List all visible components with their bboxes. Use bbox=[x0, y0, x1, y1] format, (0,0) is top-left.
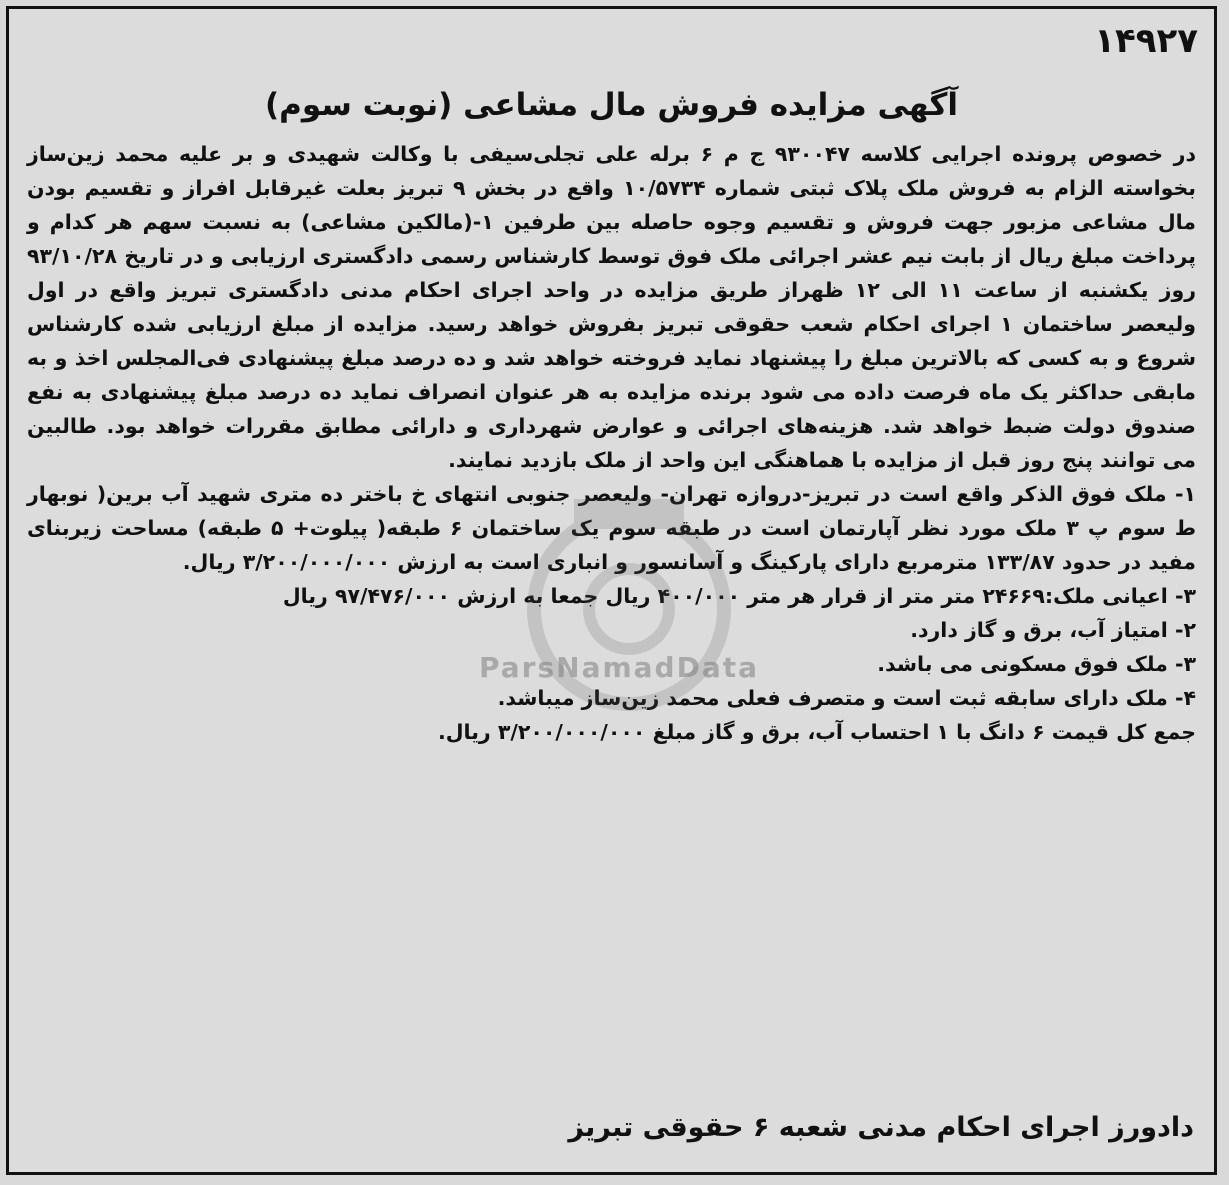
list-item: ۳- ملک فوق مسکونی می باشد. bbox=[877, 652, 1196, 676]
list-item: ۱- ملک فوق الذکر واقع است در تبریز-دروازه تهران- ولیعصر جنوبی انتهای خ باختر ده متری شهید آب برین( نوبهار ط سوم پ ۳ ملک مورد نظر آپارتمان است در طبقه سوم یک ساختمان ۶ طبقه( پیلوت+ ۵ طبقه) مساحت زیربنای مفید در حدود ۱۳۳/۸۷ مترمربع دارای پارکینگ و آسانسور و انباری است به ارزش ۳/۲۰۰/۰۰۰/۰۰۰ ریال. bbox=[27, 482, 1196, 574]
list-item: ۴- ملک دارای سابقه ثبت است و متصرف فعلی محمد زین‌ساز میباشد. bbox=[497, 686, 1196, 710]
list-item: ۲- امتیاز آب، برق و گاز دارد. bbox=[910, 618, 1196, 642]
notice-page bbox=[6, 6, 1217, 1175]
list-item: ۳- اعیانی ملک:۲۴۶۶۹ متر متر از قرار هر متر ۴۰۰/۰۰۰ ریال جمعا به ارزش ۹۷/۴۷۶/۰۰۰ ریال bbox=[282, 584, 1196, 608]
intro-paragraph: در خصوص پرونده اجرایی کلاسه ۹۳۰۰۴۷ ج م ۶ برله علی تجلی‌سیفی با وکالت شهیدی و بر علیه محمد زین‌ساز بخواسته الزام به فروش ملک پلاک ثبتی شماره ۱۰/۵۷۳۴ واقع در بخش ۹ تبریز بعلت غیرقابل افراز و تقسیم بودن مال مشاعی مزبور جهت فروش و تقسیم وجوه حاصله بین طرفین ۱-(مالکین مشاعی) به نسبت سهم هر کدام و پرداخت مبلغ ریال از بابت نیم عشر اجرائی ملک فوق توسط کارشناس رسمی دادگستری ارزیابی و در تاریخ ۹۳/۱۰/۲۸ روز یکشنبه از ساعت ۱۱ الی ۱۲ ظهراز طریق مزایده در واحد اجرای احکام مدنی دادگستری تبریز واقع در اول ولیعصر ساختمان ۱ اجرای احکام شعب حقوقی تبریز بفروش خواهد رسید. مزایده از مبلغ ارزیابی شده کارشناس شروع و به کسی که بالاترین مبلغ را پیشنهاد نماید فروخته خواهد شد و ده درصد مبلغ پیشنهادی فی‌المجلس اخذ و به مابقی حداکثر یک ماه فرصت داده می شود برنده مزایده به هر عنوان انصراف نماید ده درصد مبلغ پیشنهادی به نفع صندوق دولت ضبط خواهد شد. هزینه‌های اجرائی و عوارض شهرداری و دارائی مطابق مقررات خواهد بود. طالبین می توانند پنج روز قبل از مزایده با هماهنگی این واحد از ملک بازدید نمایند. bbox=[27, 142, 1197, 472]
watermark-text: ParsNamadData bbox=[479, 651, 759, 684]
item-list bbox=[27, 477, 1196, 749]
signature-line: دادورز اجرای احکام مدنی شعبه ۶ حقوقی تبریز bbox=[568, 1112, 1194, 1143]
notice-title: آگهی مزایده فروش مال مشاعی (نوبت سوم) bbox=[265, 87, 958, 123]
ad-number: ۱۴۹۲۷ bbox=[1094, 21, 1198, 61]
list-item: جمع کل قیمت ۶ دانگ با ۱ احتساب آب، برق و گاز مبلغ ۳/۲۰۰/۰۰۰/۰۰۰ ریال. bbox=[437, 720, 1196, 744]
